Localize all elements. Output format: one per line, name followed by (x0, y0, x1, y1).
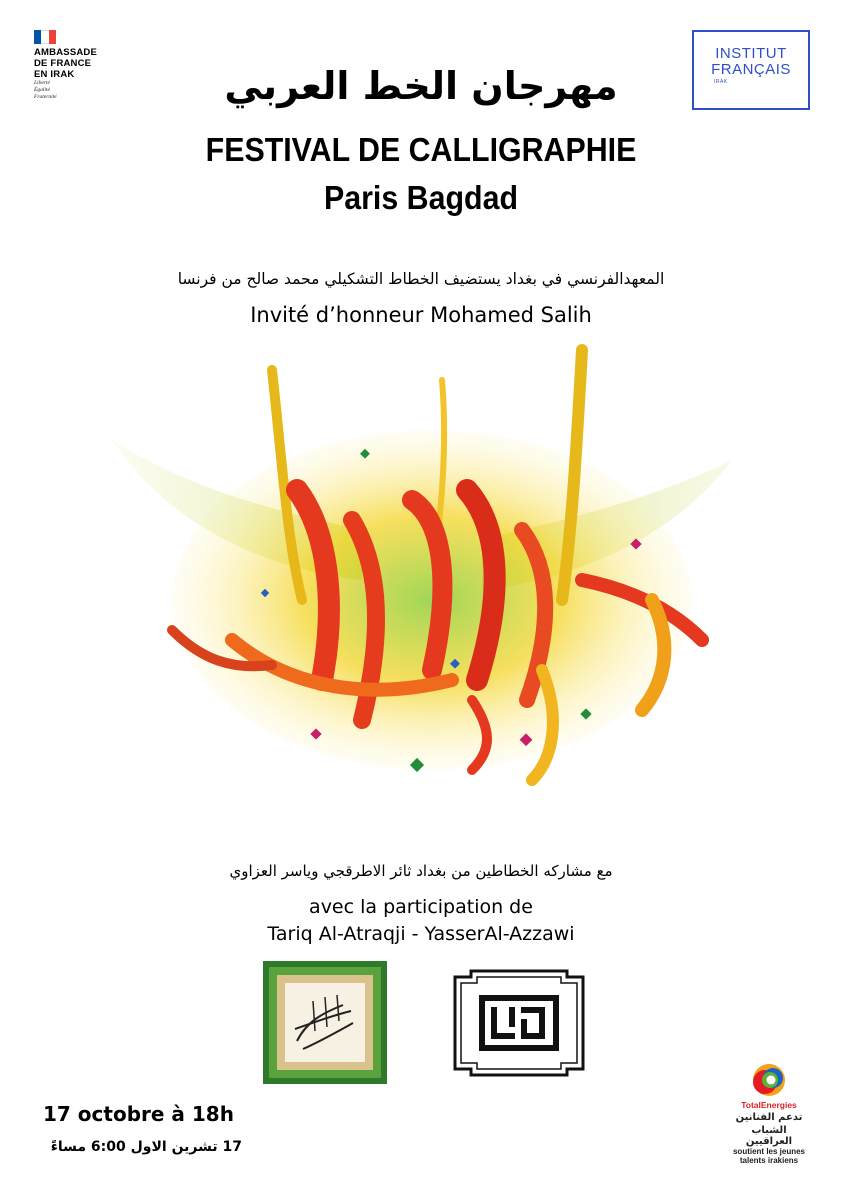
event-date-french: 17 octobre à 18h (43, 1102, 234, 1126)
embassy-line-2: DE FRANCE (34, 58, 92, 69)
calligraphy-artwork (112, 340, 732, 830)
guest-french: Invité d’honneur Mohamed Salih (250, 303, 592, 327)
motto-line-1: Liberté (34, 80, 50, 86)
participation-french: avec la participation de (309, 896, 533, 918)
totalenergies-logo (728, 1058, 810, 1168)
kufic-calligraphy-artwork (451, 967, 587, 1079)
sponsor-arabic-line-1: تدعم الفنانين (735, 1112, 803, 1123)
sponsor-brand: TotalEnergies (741, 1100, 797, 1110)
institut-line-1: INSTITUT (715, 45, 787, 62)
title-french: FESTIVAL DE CALLIGRAPHIE (205, 131, 637, 168)
sponsor-french-line-1: soutient les jeunes (732, 1147, 806, 1156)
embassy-line-1: AMBASSADE (34, 47, 98, 58)
participant-names: Tariq Al-Atraqji - YasserAl-Azzawi (267, 923, 575, 945)
sponsor-arabic-line-2: الشباب العراقيين (745, 1125, 793, 1147)
totalenergies-icon (741, 1058, 797, 1098)
title-arabic: مهرجان الخط العربي (224, 64, 618, 108)
calligraphy-artwork-green (263, 961, 387, 1084)
guest-arabic: المعهدالفرنسي في بغداد يستضيف الخطاط التشكيلي محمد صالح من فرنسا (177, 270, 665, 288)
subtitle: Paris Bagdad (323, 179, 519, 216)
institut-francais-logo (692, 30, 810, 110)
motto-line-2: Égalité (34, 87, 50, 93)
institut-line-2: FRANÇAIS (711, 61, 791, 78)
event-date-arabic: 17 تشرين الاول 6:00 مساءً (50, 1139, 242, 1155)
embassy-line-3: EN IRAK (34, 69, 75, 80)
embassy-logo (34, 30, 144, 101)
institut-line-3: IRAK (714, 79, 728, 85)
participation-arabic: مع مشاركه الخطاطين من بغداد ثائر الاطرقجي وياسر العزاوي (229, 862, 613, 880)
french-flag-icon (34, 30, 56, 44)
sponsor-french-line-2: talents irakiens (739, 1156, 799, 1165)
motto-line-3: Fraternité (34, 94, 57, 100)
